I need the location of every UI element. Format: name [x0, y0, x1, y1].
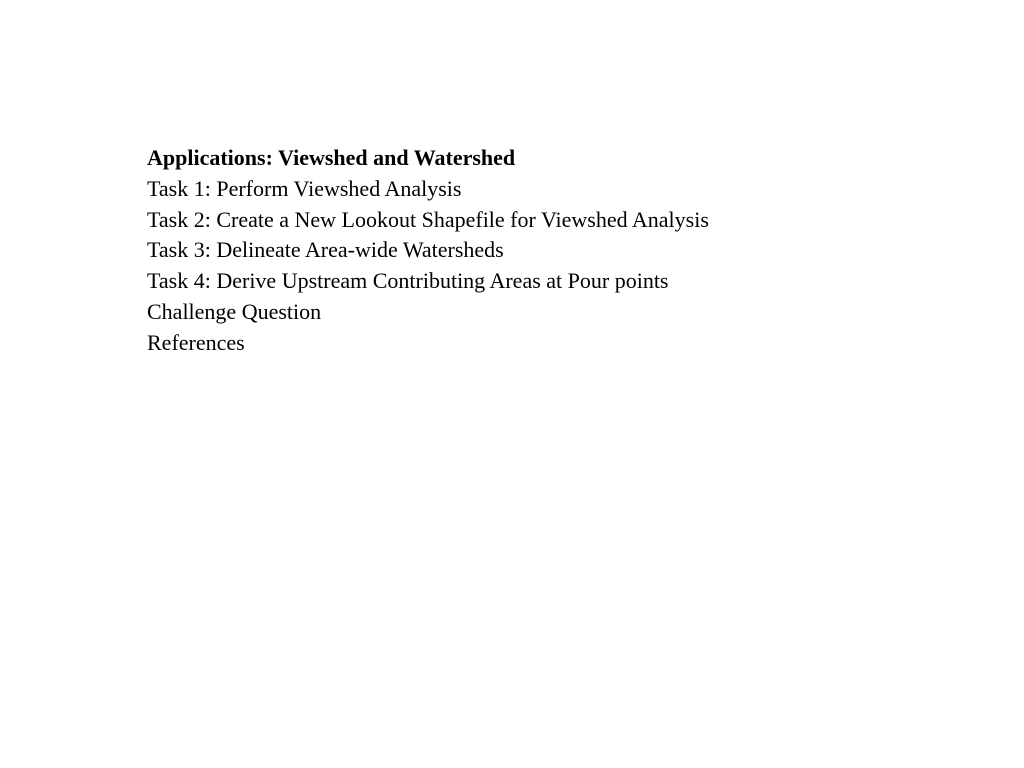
toc-item-task-1: Task 1: Perform Viewshed Analysis [147, 175, 462, 201]
section-title: Applications: Viewshed and Watershed [147, 145, 516, 170]
toc-item-task-2: Task 2: Create a New Lookout Shapefile for Viewshed Analysis [147, 206, 709, 232]
toc-item-task-4: Task 4: Derive Upstream Contributing Areas at Pour points [147, 268, 669, 294]
table-of-contents [147, 143, 709, 359]
toc-item-task-3: Task 3: Delineate Area-wide Watersheds [147, 237, 504, 263]
toc-item-challenge-question: Challenge Question [147, 298, 322, 324]
toc-item-references: References [147, 329, 245, 355]
